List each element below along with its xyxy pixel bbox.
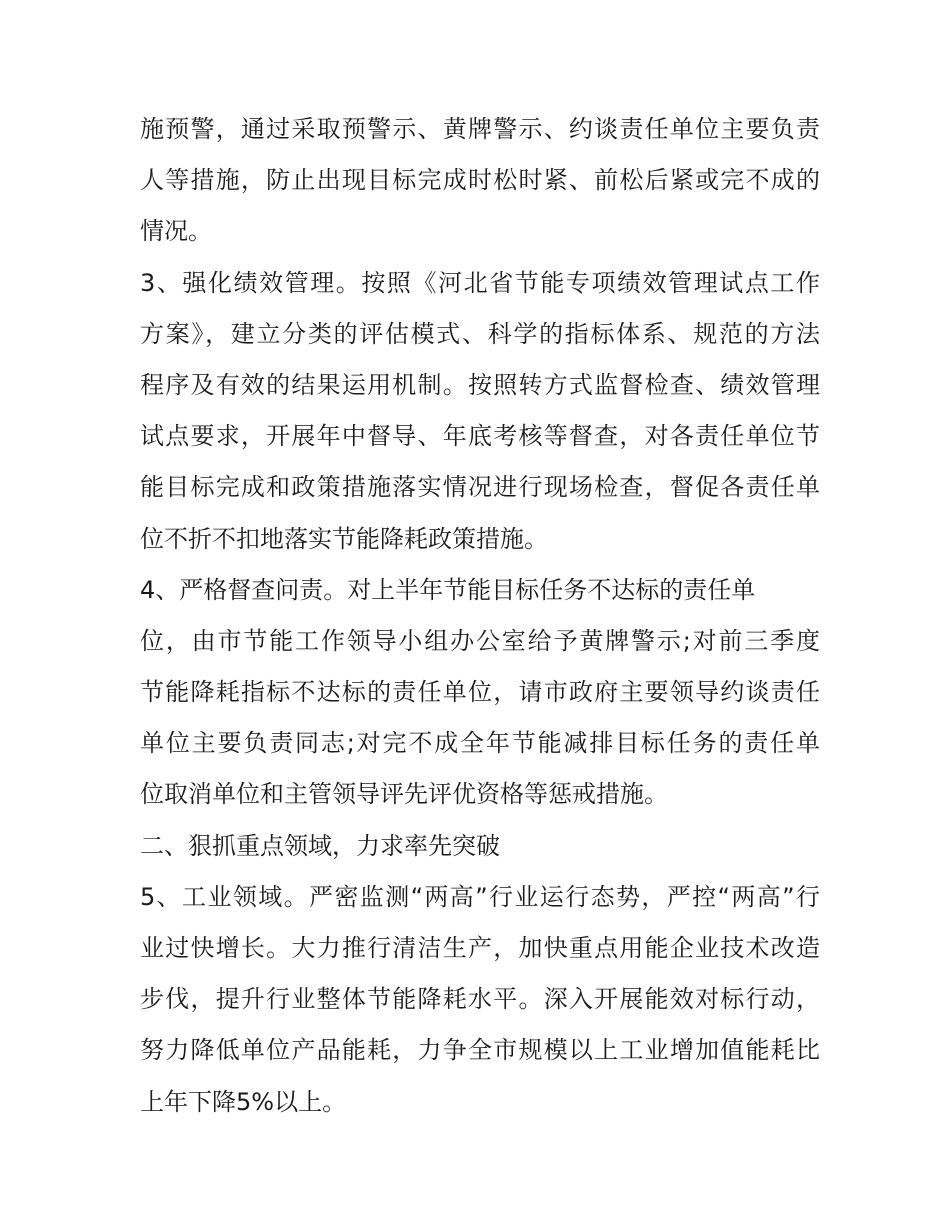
document-body bbox=[140, 104, 820, 1128]
text-line: 5、工业领域。严密监测“两高”行业运行态势，严控“两高”行 bbox=[140, 882, 820, 911]
text-line: 节能降耗指标不达标的责任单位，请市政府主要领导约谈责任 bbox=[140, 678, 820, 707]
text-line: 步伐，提升行业整体节能降耗水平。深入开展能效对标行动， bbox=[140, 985, 820, 1014]
text-line: 人等措施，防止出现目标完成时松时紧、前松后紧或完不成的 bbox=[140, 166, 820, 195]
text-line: 位，由市节能工作领导小组办公室给予黄牌警示;对前三季度 bbox=[140, 626, 820, 655]
text-line: 位不折不扣地落实节能降耗政策措施。 bbox=[140, 524, 548, 553]
text-line: 位取消单位和主管领导评先评优资格等惩戒措施。 bbox=[140, 780, 668, 809]
text-line: 能目标完成和政策措施落实情况进行现场检查，督促各责任单 bbox=[140, 473, 820, 502]
text-line: 方案》，建立分类的评估模式、科学的指标体系、规范的方法 bbox=[140, 319, 820, 348]
text-line: 试点要求，开展年中督导、年底考核等督查，对各责任单位节 bbox=[140, 422, 820, 451]
text-line: 程序及有效的结果运用机制。按照转方式监督检查、绩效管理 bbox=[140, 370, 820, 399]
text-line: 施预警，通过采取预警示、黄牌警示、约谈责任单位主要负责 bbox=[140, 115, 820, 143]
text-line: 情况。 bbox=[140, 217, 212, 246]
section-heading: 二、狠抓重点领域，力求率先突破 bbox=[140, 831, 500, 860]
text-line: 上年下降5%以上。 bbox=[140, 1087, 347, 1116]
text-line: 3、强化绩效管理。按照《河北省节能专项绩效管理试点工作 bbox=[140, 268, 820, 297]
text-line: 努力降低单位产品能耗，力争全市规模以上工业增加值能耗比 bbox=[140, 1036, 820, 1065]
text-line: 业过快增长。大力推行清洁生产，加快重点用能企业技术改造 bbox=[140, 934, 820, 962]
text-line: 4、严格督查问责。对上半年节能目标任务不达标的责任单 bbox=[140, 575, 756, 604]
text-line: 单位主要负责同志;对完不成全年节能减排目标任务的责任单 bbox=[140, 729, 820, 758]
